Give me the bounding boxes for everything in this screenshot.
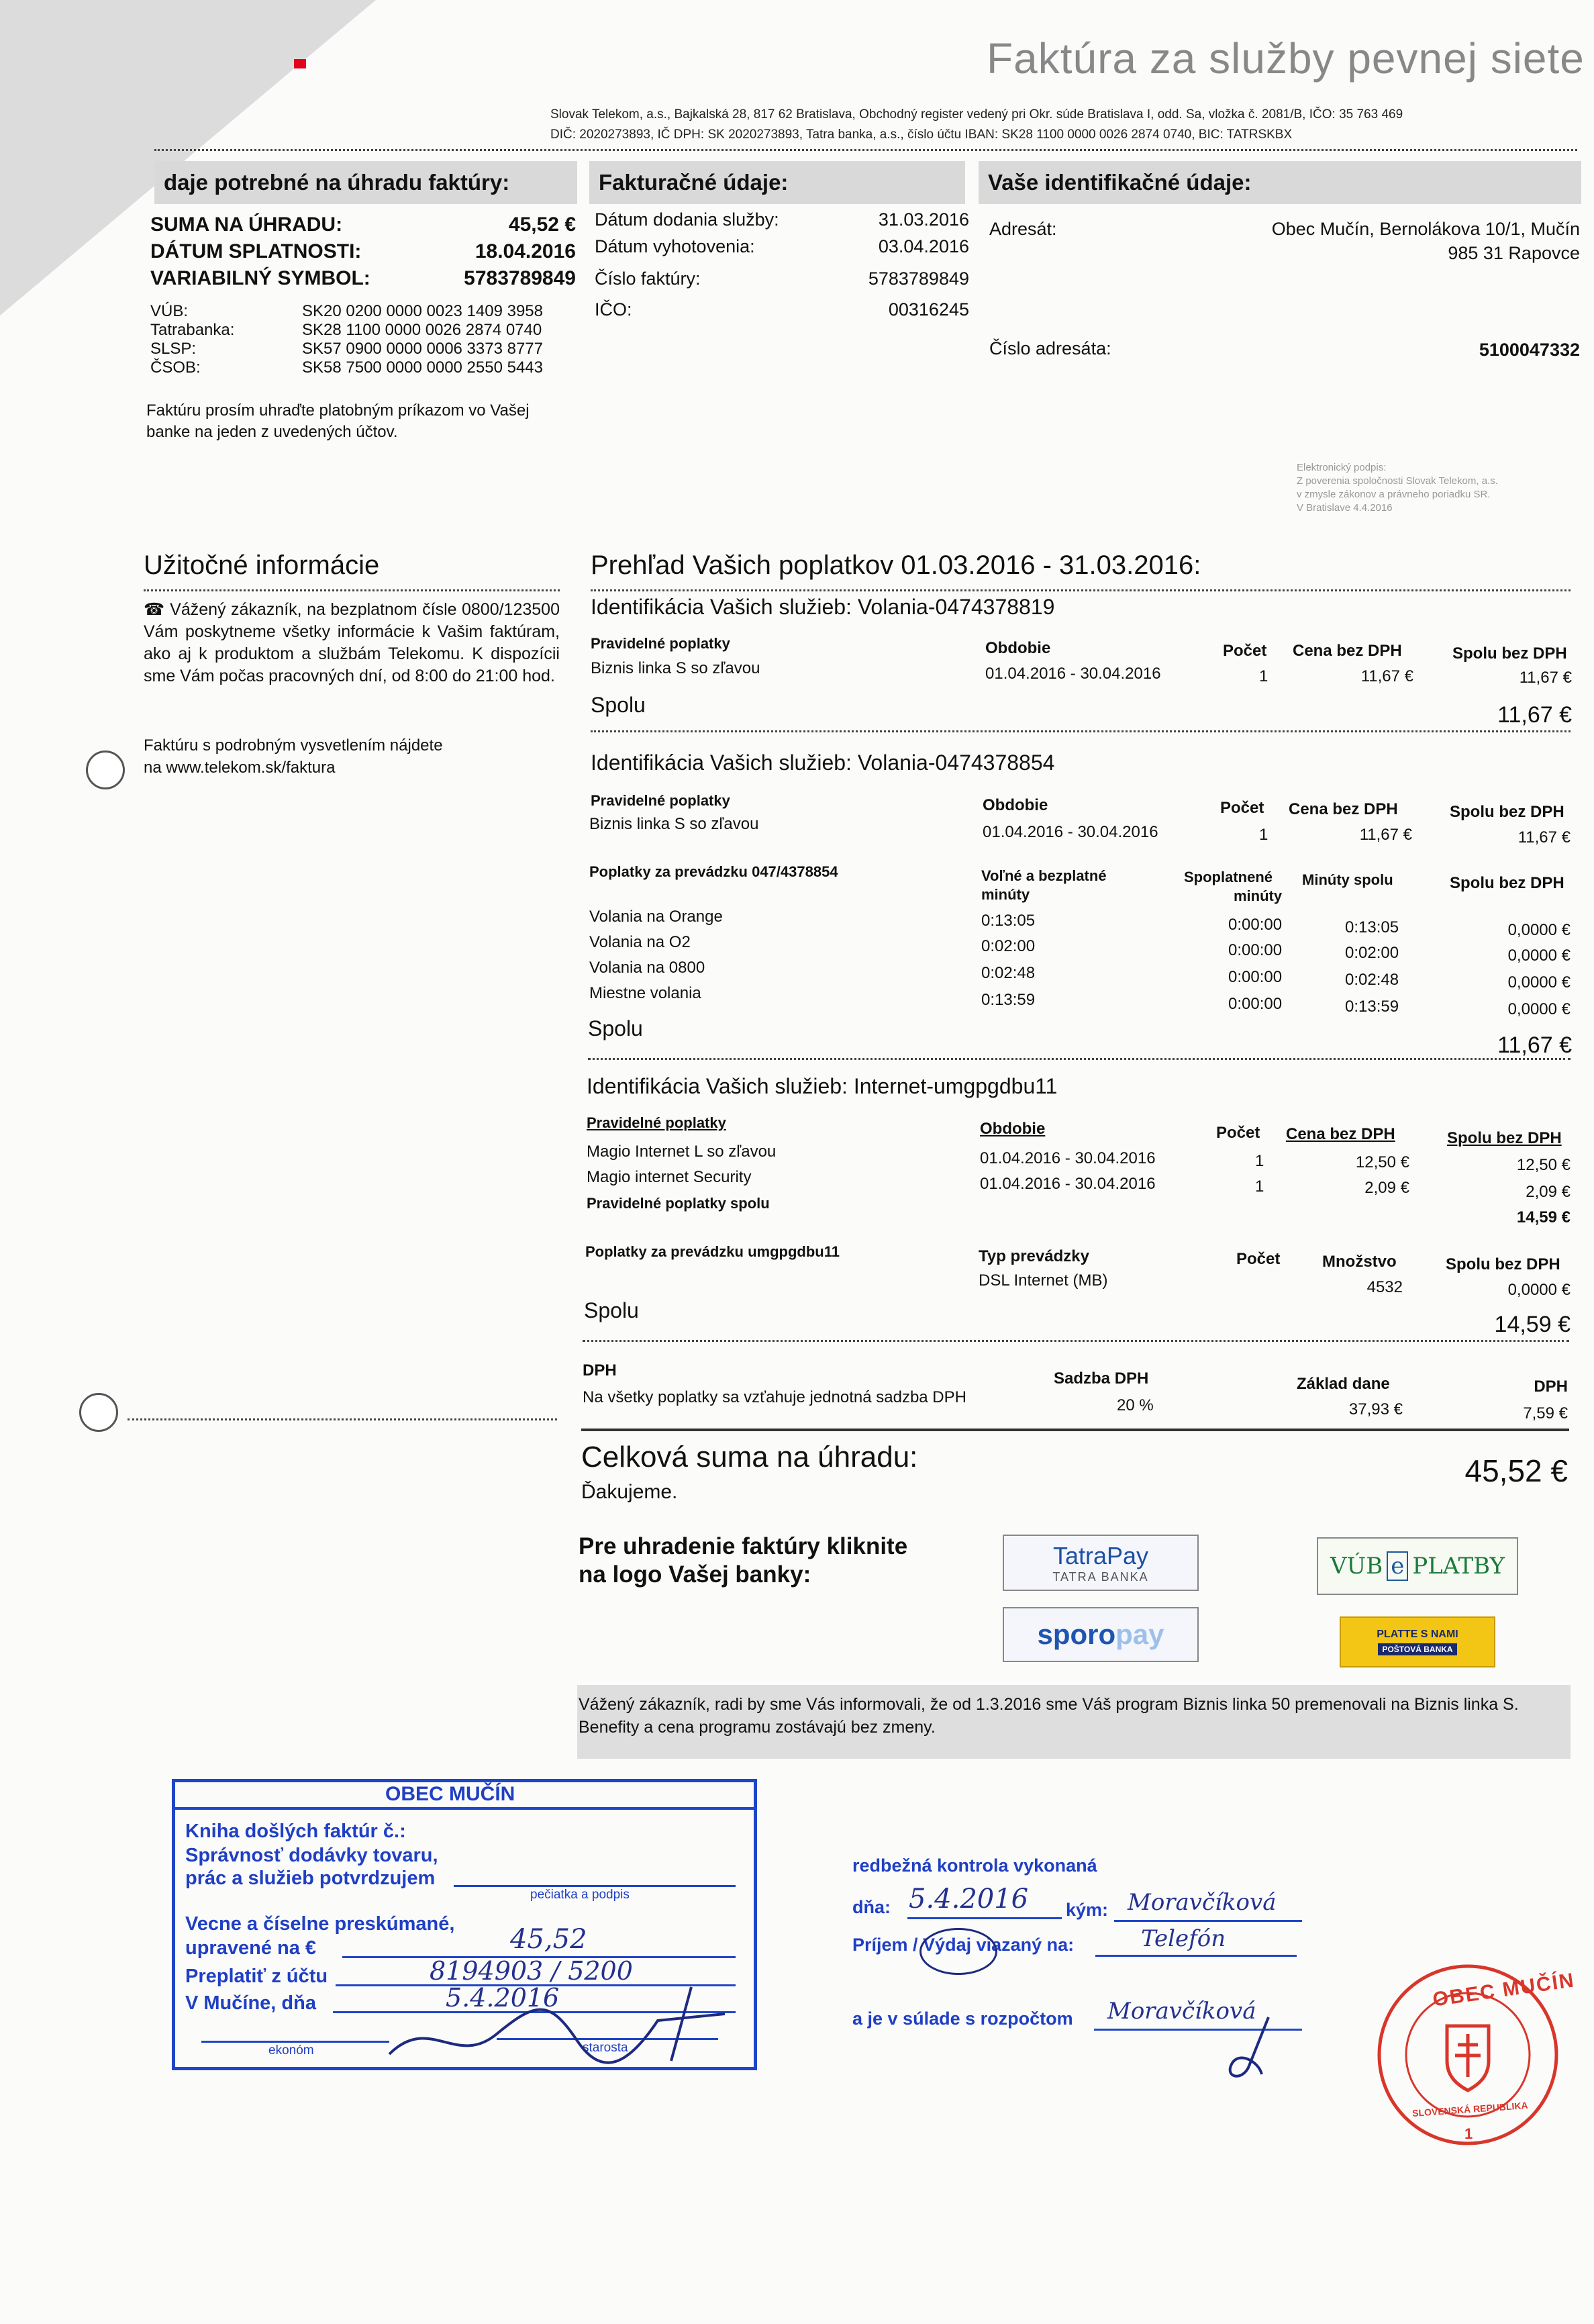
addressee-number-value: 5100047332 (1479, 340, 1580, 360)
addressee-line-1: Obec Mučín, Bernolákova 10/1, Mučín (1271, 219, 1580, 239)
s2-header-total-2: Spolu bez DPH (1450, 874, 1564, 892)
s3-item-total: 12,50 € (1516, 1156, 1571, 1174)
invoice-value-issued: 03.04.2016 (878, 236, 969, 256)
useful-info-title: Užitočné informácie (144, 550, 380, 580)
control-bound-handwritten: Telefón (1141, 1925, 1226, 1952)
s2-header-price: Cena bez DPH (1289, 800, 1398, 818)
s3-header-period: Obdobie (980, 1120, 1046, 1138)
pay-cta-line-2: na logo Vašej banky: (579, 1561, 811, 1588)
tatrapay-logo-text: TatraPay (1052, 1541, 1149, 1569)
bank-iban: SK58 7500 0000 0000 2550 5443 (302, 358, 544, 377)
call-total: 0,0000 € (1507, 973, 1571, 991)
s2-item-name: Biznis linka S so zľavou (589, 815, 759, 833)
payment-note-1: Faktúru prosím uhraďte platobným príkazom vo Vašej (146, 401, 530, 420)
call-paid: 0:00:00 (1228, 968, 1283, 986)
seal-top-text: OBEC MUČÍN (1431, 1969, 1577, 2011)
control-who-label: kým: (1066, 1900, 1109, 1920)
company-info-line-1: Slovak Telekom, a.s., Bajkalská 28, 817 62 Bratislava, Obchodný register vedený pri Okr. súde Bratislava I, odd. Sa, vložka č. 2081/B, IČO: 35 763 469 (550, 107, 1403, 122)
bank-name: Tatrabanka: (150, 321, 235, 339)
control-who-handwritten: Moravčíková (1128, 1889, 1277, 1916)
s1-sum-label: Spolu (591, 693, 646, 717)
s2-header-count: Počet (1220, 799, 1264, 817)
call-paid: 0:00:00 (1228, 916, 1283, 934)
payment-label-vs: VARIABILNÝ SYMBOL: (150, 267, 370, 289)
s3-item-price: 12,50 € (1355, 1153, 1409, 1171)
thanks-text: Ďakujeme. (581, 1481, 678, 1503)
s2-header-free-2: minúty (981, 886, 1030, 903)
stamp-footer-1: ekonóm (268, 2043, 314, 2057)
vub-platby-text: PLATBY (1412, 1553, 1505, 1580)
stamp-line-4: Vecne a číselne preskúmané, (185, 1913, 455, 1935)
stamp-signature-line (454, 1885, 736, 1887)
useful-info-link-line-1: Faktúru s podrobným vysvetlením nájdete (144, 736, 443, 755)
s3-item-count: 1 (1255, 1177, 1264, 1196)
stamp-amount-handwritten: 45,52 (510, 1924, 587, 1955)
call-total: 0,0000 € (1507, 921, 1571, 939)
phone-icon: ☎ (144, 600, 170, 619)
s1-item-total: 11,67 € (1519, 669, 1572, 687)
invoice-value-number: 5783789849 (868, 269, 969, 289)
bank-iban: SK57 0900 0000 0006 3373 8777 (302, 340, 544, 358)
s3-item-name: Magio Internet L so zľavou (587, 1143, 777, 1161)
control-line-3-rule (1095, 1955, 1297, 1957)
stamp-signature-scribble (376, 1974, 752, 2068)
control-budget-handwritten: Moravčíková (1107, 1998, 1256, 2025)
overview-divider (591, 589, 1571, 591)
payment-label-due: DÁTUM SPLATNOSTI: (150, 240, 362, 262)
s3-header-type: Typ prevádzky (979, 1247, 1089, 1265)
s3-header-name: Pravidelné poplatky (587, 1114, 726, 1131)
stamp-footer-2: starosta (583, 2041, 628, 2055)
useful-info-divider (144, 589, 560, 591)
s1-header-price: Cena bez DPH (1293, 642, 1402, 660)
invoice-value-ico: 00316245 (888, 299, 969, 320)
call-name: Volania na 0800 (589, 959, 705, 977)
stamp-line-3: prác a služieb potvrdzujem (185, 1868, 436, 1889)
s1-item-price: 11,67 € (1360, 667, 1413, 685)
s3-item-count: 1 (1255, 1152, 1264, 1170)
useful-info-text (144, 599, 560, 687)
document-title: Faktúra za služby pevnej siete (987, 34, 1585, 83)
s1-header-period: Obdobie (985, 639, 1051, 657)
s2-header-total: Spolu bez DPH (1450, 803, 1564, 821)
vat-description: Na všetky poplatky sa vzťahuje jednotná sadzba DPH (583, 1388, 966, 1406)
control-date-label: dňa: (852, 1897, 891, 1917)
s3-divider (583, 1340, 1569, 1342)
addressee-number-label: Číslo adresáta: (989, 338, 1111, 358)
s2-header-free: Voľné a bezplatné (981, 867, 1107, 884)
stamp-account-handwritten: 8194903 / 5200 (430, 1956, 633, 1986)
call-free: 0:13:05 (981, 912, 1036, 930)
identification-heading: Vaše identifikačné údaje: (979, 161, 1581, 204)
left-divider (128, 1418, 557, 1420)
punch-hole (79, 1393, 118, 1432)
esign-line-2: Z poverenia spoločnosti Slovak Telekom, a.s. (1297, 475, 1498, 487)
call-paid: 0:00:00 (1228, 941, 1283, 959)
seal-number: 1 (1464, 2125, 1473, 2142)
addressee-line-2: 985 31 Rapovce (1448, 243, 1580, 263)
vat-label: DPH (583, 1361, 617, 1379)
postova-banka-logo-button[interactable] (1340, 1616, 1495, 1667)
stamp-line-2: Správnosť dodávky tovaru, (185, 1845, 438, 1866)
payment-value-amount: 45,52 € (508, 213, 576, 236)
invoice-value-delivery: 31.03.2016 (878, 209, 969, 230)
stamp-signature-caption: pečiatka a podpis (530, 1888, 630, 1902)
pay-cta-line-1: Pre uhradenie faktúry kliknite (579, 1533, 908, 1559)
vat-amount: 7,59 € (1523, 1404, 1568, 1422)
tatrapay-logo-button[interactable] (1003, 1535, 1199, 1591)
company-info-line-2: DIČ: 2020273893, IČ DPH: SK 2020273893, Tatra banka, a.s., číslo účtu IBAN: SK28 1100 0000 0026 2874 0740, BIC: TATRSKBX (550, 128, 1293, 142)
s1-divider (591, 730, 1571, 732)
sporopay-logo-text: sporo (1037, 1618, 1116, 1650)
s1-header-total: Spolu bez DPH (1452, 644, 1567, 663)
grand-total-label: Celková suma na úhradu: (581, 1441, 918, 1473)
control-line-3: Príjem / Výdaj viazaný na: (852, 1935, 1075, 1955)
call-name: Miestne volania (589, 984, 701, 1002)
useful-info-link-line-2[interactable]: na www.telekom.sk/faktura (144, 759, 336, 777)
s2-item-price: 11,67 € (1359, 826, 1412, 844)
vub-logo-text: VÚB (1330, 1553, 1383, 1580)
s3-header-count: Počet (1216, 1124, 1260, 1142)
call-paid: 0:00:00 (1228, 995, 1283, 1013)
s1-item-period: 01.04.2016 - 30.04.2016 (985, 665, 1161, 683)
call-minutes: 0:13:59 (1345, 998, 1399, 1016)
s2-header-name: Pravidelné poplatky (591, 792, 730, 809)
bank-iban: SK28 1100 0000 0026 2874 0740 (302, 321, 542, 339)
invoice-label-ico: IČO: (595, 299, 632, 320)
vat-rate: 20 % (1117, 1396, 1154, 1414)
s3-regular-total-value: 14,59 € (1516, 1208, 1571, 1226)
service-3-title: Identifikácia Vašich služieb: Internet-umgpgdbu11 (587, 1074, 1058, 1098)
s2-item-count: 1 (1259, 826, 1268, 844)
control-line-1: redbežná kontrola vykonaná (852, 1855, 1097, 1876)
s2-traffic-label: Poplatky za prevádzku 047/4378854 (589, 863, 838, 880)
s3-traffic-label: Poplatky za prevádzku umgpgdbu11 (585, 1243, 840, 1260)
call-free: 0:02:48 (981, 964, 1036, 982)
s3-regular-total-label: Pravidelné poplatky spolu (587, 1195, 770, 1212)
control-circle-mark (919, 1928, 997, 1975)
call-name: Volania na Orange (589, 908, 723, 926)
s3-header-total-2: Spolu bez DPH (1446, 1255, 1560, 1273)
stamp-title-rule (172, 1807, 757, 1810)
s1-header-name: Pravidelné poplatky (591, 635, 730, 652)
s3-item-price: 2,09 € (1364, 1179, 1409, 1197)
stamp-date-handwritten: 5.4.2016 (446, 1983, 560, 2013)
call-free: 0:13:59 (981, 991, 1036, 1009)
s3-header-count-2: Počet (1236, 1250, 1281, 1268)
grand-total-rule (581, 1429, 1569, 1431)
tatrapay-bank-text: TATRA BANKA (1052, 1569, 1149, 1584)
stamp-line-6: Preplatiť z účtu (185, 1966, 328, 1987)
call-name: Volania na O2 (589, 933, 691, 951)
header-divider (154, 149, 1577, 151)
vat-header-amount: DPH (1534, 1377, 1568, 1396)
s1-header-count: Počet (1223, 642, 1267, 660)
call-minutes: 0:02:00 (1345, 944, 1399, 962)
esign-line-4: V Bratislave 4.4.2016 (1297, 502, 1393, 514)
bank-name: VÚB: (150, 302, 189, 320)
call-minutes: 0:13:05 (1345, 918, 1399, 936)
useful-info-paragraph: Vážený zákazník, na bezplatnom čísle 0800/123500 Vám poskytneme všetky informácie k Vašim faktúram, ako aj k produktom a službám Telekomu. K dispozícii sme Vám počas pracovných dní, od 8:00 do 21:00 hod. (144, 600, 560, 685)
control-who-line (1114, 1920, 1302, 1922)
overview-title: Prehľad Vašich poplatkov 01.03.2016 - 31.03.2016: (591, 550, 1201, 580)
s2-item-period: 01.04.2016 - 30.04.2016 (983, 823, 1158, 841)
vat-header-rate: Sadzba DPH (1054, 1369, 1149, 1388)
stamp-line-7: V Mučíne, dňa (185, 1992, 316, 2014)
s2-header-paid-2: minúty (1234, 887, 1283, 904)
vub-eplatby-logo-button[interactable] (1317, 1537, 1518, 1595)
seal-bottom-text: SLOVENSKÁ REPUBLIKA (1411, 2099, 1529, 2119)
control-signature-scribble (1222, 2014, 1282, 2088)
s3-traffic-total: 0,0000 € (1507, 1281, 1571, 1299)
payment-note-2: banke na jeden z uvedených účtov. (146, 423, 398, 441)
double-cross-icon (1455, 2034, 1481, 2077)
s2-header-minutes: Minúty spolu (1302, 871, 1393, 888)
s2-item-total: 11,67 € (1517, 828, 1571, 846)
brand-mark (294, 59, 306, 68)
s3-item-total: 2,09 € (1526, 1183, 1571, 1201)
s1-sum-value: 11,67 € (1497, 702, 1572, 728)
bank-iban: SK20 0200 0000 0023 1409 3958 (302, 302, 544, 320)
punch-hole (86, 751, 125, 789)
stamp-title: OBEC MUČÍN (385, 1783, 515, 1805)
s3-sum-label: Spolu (584, 1298, 639, 1322)
s2-header-period: Obdobie (983, 796, 1048, 814)
s3-traffic-type: DSL Internet (MB) (979, 1271, 1108, 1290)
s2-divider (588, 1058, 1571, 1060)
s3-header-total: Spolu bez DPH (1447, 1129, 1562, 1147)
invoice-label-delivery: Dátum dodania služby: (595, 209, 779, 230)
vat-base: 37,93 € (1348, 1400, 1403, 1418)
control-line-4: a je v súlade s rozpočtom (852, 2008, 1073, 2029)
payment-value-vs: 5783789849 (464, 267, 576, 289)
invoice-heading: Fakturačné údaje: (589, 161, 965, 204)
s3-header-amount: Množstvo (1322, 1253, 1397, 1271)
s3-item-name: Magio internet Security (587, 1168, 752, 1186)
esign-line-3: v zmysle zákonov a právneho poriadku SR. (1297, 489, 1491, 500)
s2-sum-value: 11,67 € (1497, 1032, 1572, 1058)
stamp-line-5: upravené na € (185, 1937, 317, 1959)
s1-item-count: 1 (1259, 667, 1268, 685)
invoice-label-issued: Dátum vyhotovenia: (595, 236, 755, 256)
vat-header-base: Základ dane (1297, 1375, 1390, 1393)
postova-logo-text: PLATTE S NAMI (1377, 1629, 1458, 1640)
invoice-label-number: Číslo faktúry: (595, 269, 701, 289)
addressee-label: Adresát: (989, 219, 1057, 239)
s3-item-period: 01.04.2016 - 30.04.2016 (980, 1175, 1156, 1193)
vub-e-text: e (1387, 1551, 1408, 1581)
call-minutes: 0:02:48 (1345, 971, 1399, 989)
s3-item-period: 01.04.2016 - 30.04.2016 (980, 1149, 1156, 1167)
stamp-line-1: Kniha došlých faktúr č.: (185, 1821, 406, 1842)
s3-header-price: Cena bez DPH (1286, 1125, 1395, 1143)
esign-line-1: Elektronický podpis: (1297, 462, 1387, 473)
grand-total-value: 45,52 € (1464, 1453, 1568, 1488)
call-total: 0,0000 € (1507, 947, 1571, 965)
service-1-title: Identifikácia Vašich služieb: Volania-0474378819 (591, 595, 1055, 619)
postova-bank-text: POŠTOVÁ BANKA (1378, 1643, 1456, 1655)
bank-name: ČSOB: (150, 358, 201, 377)
sporopay-logo-button[interactable] (1003, 1607, 1199, 1662)
control-date-handwritten: 5.4.2016 (909, 1884, 1029, 1915)
bank-name: SLSP: (150, 340, 197, 358)
payment-heading: daje potrebné na úhradu faktúry: (154, 161, 577, 204)
stamp-footer-line-1 (201, 2041, 389, 2043)
payment-label-amount: SUMA NA ÚHRADU: (150, 213, 343, 236)
payment-value-due: 18.04.2016 (475, 240, 576, 262)
notice-text: Vážený zákazník, radi by sme Vás informovali, že od 1.3.2016 sme Váš program Biznis linka 50 premenovali na Biznis linka S. Benefity a cena programu zostávajú bez zmeny. (579, 1695, 1519, 1737)
s3-sum-value: 14,59 € (1494, 1312, 1571, 1337)
call-total: 0,0000 € (1507, 1000, 1571, 1018)
control-date-line (907, 1917, 1062, 1919)
service-2-title: Identifikácia Vašich služieb: Volania-0474378854 (591, 751, 1055, 775)
call-free: 0:02:00 (981, 937, 1036, 955)
s2-sum-label: Spolu (588, 1016, 643, 1040)
sporopay-logo-suffix: pay (1115, 1618, 1164, 1650)
s2-header-paid: Spoplatnené (1184, 869, 1273, 885)
s1-item-name: Biznis linka S so zľavou (591, 659, 760, 677)
s3-traffic-amount: 4532 (1366, 1278, 1403, 1296)
